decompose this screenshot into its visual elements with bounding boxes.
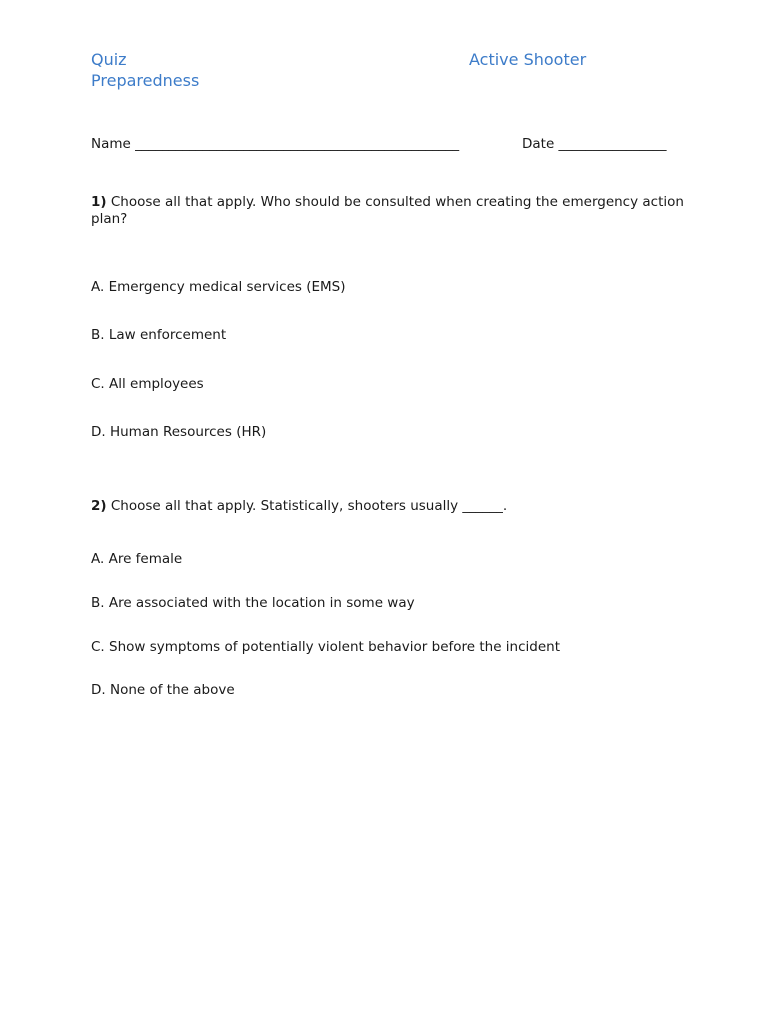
option-2c: C. Show symptoms of potentially violent behavior before the incident xyxy=(91,639,561,655)
name-field: Name ________________________________________________ xyxy=(91,136,460,152)
option-2a: A. Are female xyxy=(91,551,183,567)
question-1 xyxy=(91,194,691,228)
title-line-preparedness: Preparedness xyxy=(91,71,200,90)
doc-title-right: Active Shooter xyxy=(469,50,587,69)
option-1d: D. Human Resources (HR) xyxy=(91,424,267,440)
option-1c: C. All employees xyxy=(91,376,204,392)
question-text: Choose all that apply. Who should be consulted when creating the emergency action plan? xyxy=(91,194,684,227)
date-field: Date ________________ xyxy=(522,136,667,152)
doc-title-left xyxy=(91,49,199,91)
question-number: 2) xyxy=(91,498,107,514)
option-1a: A. Emergency medical services (EMS) xyxy=(91,279,346,295)
title-line-quiz: Quiz xyxy=(91,50,127,69)
option-2b: B. Are associated with the location in some way xyxy=(91,595,415,611)
question-2 xyxy=(91,498,691,515)
question-text: Choose all that apply. Statistically, shooters usually ______. xyxy=(110,498,508,514)
option-2d: D. None of the above xyxy=(91,682,235,698)
question-number: 1) xyxy=(91,194,107,210)
option-1b: B. Law enforcement xyxy=(91,327,227,343)
